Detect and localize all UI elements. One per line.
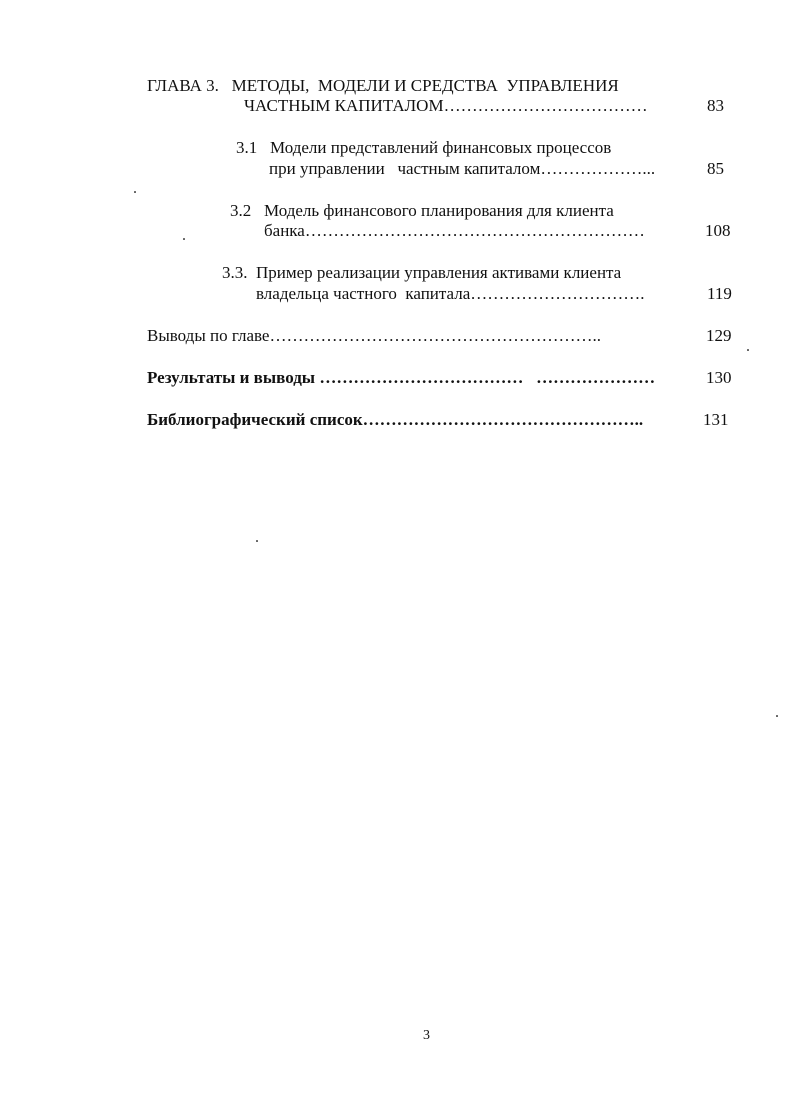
scan-speck	[256, 540, 258, 542]
toc-results: Результаты и выводы ……………………………… …………………	[147, 368, 656, 387]
toc-section-3-2-line1: 3.2 Модель финансового планирования для клиента	[230, 201, 614, 220]
scan-speck	[134, 191, 136, 193]
page-number: 3	[423, 1028, 430, 1043]
toc-chapter-title-line1: ГЛАВА 3. МЕТОДЫ, МОДЕЛИ И СРЕДСТВА УПРАВЛЕНИЯ	[147, 76, 619, 95]
toc-chapter-conclusions: Выводы по главе…………………………………………………..	[147, 326, 601, 345]
toc-section-3-2-page: 108	[705, 221, 731, 240]
scan-speck	[776, 715, 778, 717]
toc-section-3-1-line1: 3.1 Модели представлений финансовых процессов	[236, 138, 612, 157]
toc-section-3-3-page: 119	[707, 284, 732, 303]
toc-bibliography: Библиографический список…………………………………………..	[147, 410, 644, 429]
toc-chapter-conclusions-page: 129	[706, 326, 732, 345]
scan-speck	[747, 349, 749, 351]
scan-speck	[183, 238, 185, 240]
toc-section-3-1-line2: при управлении частным капиталом………………...	[269, 159, 656, 178]
toc-section-3-2-line2: банка……………………………………………………	[264, 221, 645, 240]
toc-section-3-3-line2: владельца частного капитала………………………….	[256, 284, 645, 303]
toc-chapter-page: 83	[707, 96, 724, 115]
toc-results-page: 130	[706, 368, 732, 387]
toc-section-3-3-line1: 3.3. Пример реализации управления активами клиента	[222, 263, 622, 282]
toc-chapter-title-line2: ЧАСТНЫМ КАПИТАЛОМ………………………………	[244, 96, 648, 115]
toc-section-3-1-page: 85	[707, 159, 724, 178]
toc-bibliography-page: 131	[703, 410, 729, 429]
